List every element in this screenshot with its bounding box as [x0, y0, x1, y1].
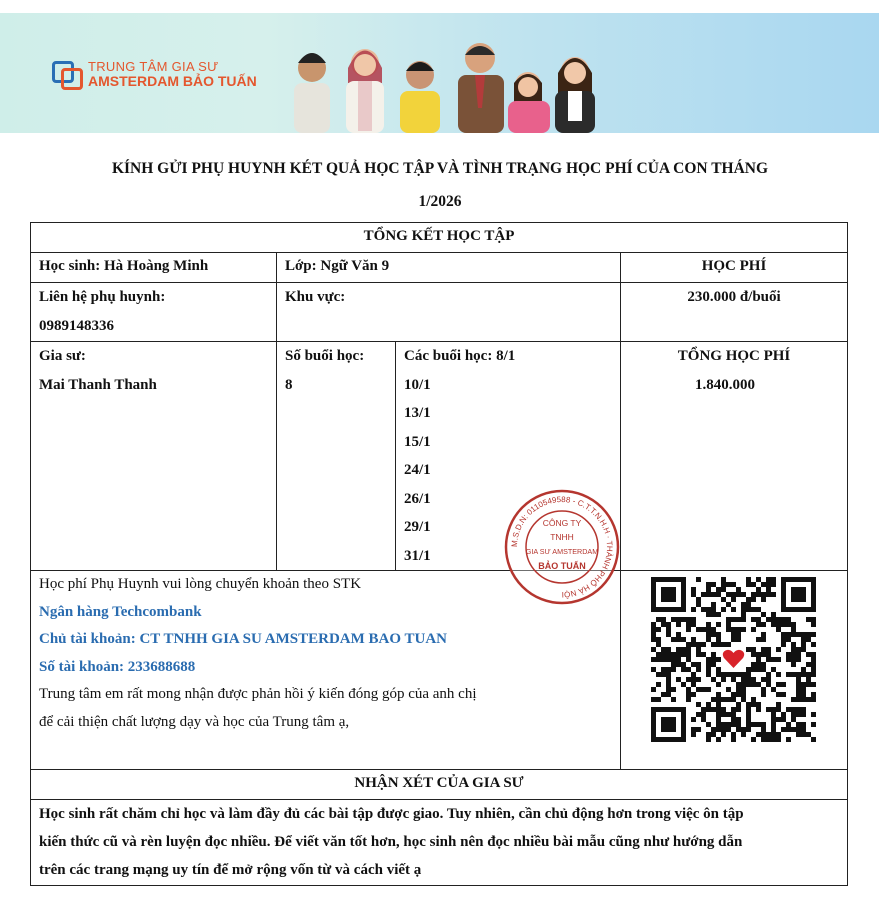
logo-icon: [52, 61, 82, 87]
tutor-label: Gia sư:: [39, 348, 86, 364]
header-banner: [0, 13, 879, 133]
parent-contact: [31, 283, 277, 342]
session-date: 10/1: [404, 376, 431, 393]
logo-line1: TRUNG TÂM GIA SƯ: [88, 59, 219, 74]
tutor-name: Mai Thanh Thanh: [39, 376, 157, 393]
area: Khu vực:: [277, 283, 621, 342]
stamp-ring-text: M.S.D.N: 0110549588 - C.T.T.N.H.H · THÀNH PHỐ HÀ NỘI: [509, 494, 615, 600]
tutor-comment: [31, 800, 848, 886]
payment-intro: Học phí Phụ Huynh vui lòng chuyển khoản theo STK: [39, 576, 362, 592]
session-date: 26/1: [404, 490, 431, 507]
feedback-line1: Trung tâm em rất mong nhận được phản hồi ý kiến đóng góp của anh chị: [39, 686, 477, 702]
session-date: 29/1: [404, 519, 431, 535]
fee-per-session: 230.000 đ/buổi: [621, 283, 848, 342]
account-number: Số tài khoản: 233688688: [39, 658, 196, 675]
stamp-line1: CÔNG TY: [542, 518, 582, 528]
tutor-comment-line1: Học sinh rất chăm chỉ học và làm đầy đủ các bài tập được giao. Tuy nhiên, cần chủ động hơn trong việc ôn tập: [39, 806, 744, 822]
tutor-comment-header: NHẬN XÉT CỦA GIA SƯ: [31, 770, 848, 800]
qr-cell: [621, 571, 848, 770]
student-name: Học sinh: Hà Hoàng Minh: [31, 253, 277, 283]
stamp-line3: GIA SƯ AMSTERDAM: [525, 547, 599, 556]
sessions-count: 8: [285, 376, 293, 393]
report-title: KÍNH GỬI PHỤ HUYNH KÉT QUẢ HỌC TẬP VÀ TÌNH TRẠNG HỌC PHÍ CỦA CON THÁNG: [111, 160, 769, 177]
total-fee-cell: [621, 342, 848, 571]
class-name: Lớp: Ngữ Văn 9: [277, 253, 621, 283]
report-month: 1/2026: [418, 193, 462, 210]
stamp-line4: BẢO TUẤN: [538, 561, 586, 571]
bank-name: Ngân hàng Techcombank: [39, 603, 202, 620]
table-header: TỔNG KẾT HỌC TẬP: [31, 223, 848, 253]
people-photo: [270, 13, 610, 133]
total-fee-label: TỔNG HỌC PHÍ: [677, 348, 791, 364]
parent-phone: 0989148336: [39, 317, 114, 334]
sessions-label: Số buổi học:: [285, 348, 365, 364]
session-date: 31/1: [404, 547, 431, 564]
account-holder: Chủ tài khoản: CT TNHH GIA SU AMSTERDAM BAO TUAN: [39, 631, 448, 647]
session-date: 15/1: [404, 433, 431, 450]
session-date: 24/1: [404, 462, 431, 478]
fee-header: HỌC PHÍ: [621, 253, 848, 283]
sessions-cell: [277, 342, 396, 571]
center-logo: [52, 59, 257, 89]
logo-line2: AMSTERDAM BẢO TUẤN: [88, 73, 257, 89]
session-date: 13/1: [404, 405, 431, 421]
tutor-comment-line3: trên các trang mạng uy tín để mở rộng vốn từ và cách viết ạ: [39, 862, 422, 878]
total-fee: 1.840.000: [695, 376, 756, 393]
parent-contact-label: Liên hệ phụ huynh:: [39, 289, 166, 305]
stamp-line2: TNHH: [550, 532, 574, 542]
tutor-comment-line2: kiến thức cũ và rèn luyện đọc nhiều. Để viết văn tốt hơn, học sinh nên đọc nhiều bài mẫu cũng như hướng dẫn: [39, 834, 743, 850]
sessions-list-label: Các buổi học: 8/1: [404, 348, 516, 364]
feedback-line2: để cải thiện chất lượng dạy và học của Trung tâm ạ,: [39, 713, 350, 730]
qr-code: [651, 577, 821, 749]
tutor-cell: [31, 342, 277, 571]
summary-table: [30, 222, 848, 886]
company-stamp: [503, 488, 621, 606]
